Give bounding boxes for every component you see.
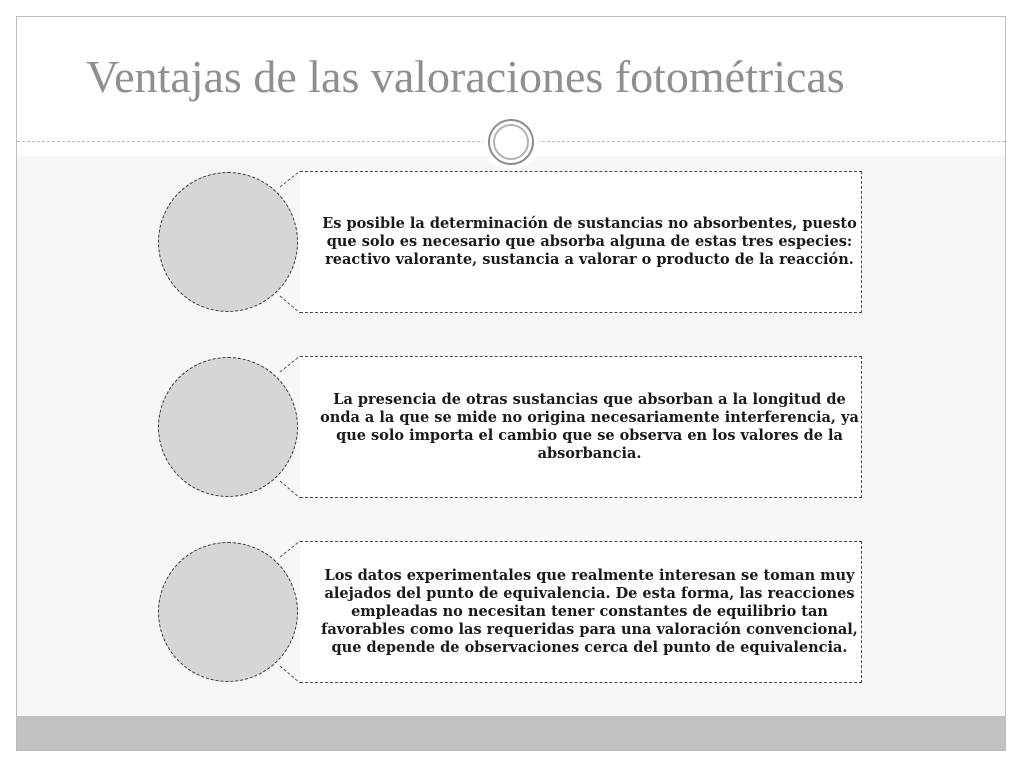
list-item-box-1 xyxy=(300,171,862,313)
connector-line-2-top xyxy=(280,356,300,372)
connector-line-1-bottom xyxy=(280,296,300,313)
bullet-circle-2 xyxy=(158,357,298,497)
list-item-box-2 xyxy=(300,356,862,498)
list-item-text-3: Los datos experimentales que realmente interesan se toman muy alejados del punto de equivalencia. De esta forma, las reacciones empleadas no necesitan tener constantes de equilibrio tan favorables como las requeridas para una valoración convencional, que depende de observaciones cerca del punto de equivalencia. xyxy=(321,567,858,656)
connector-line-2-bottom xyxy=(280,481,300,498)
connector-line-3-top xyxy=(280,541,300,557)
connector-line-3-bottom xyxy=(280,666,300,683)
list-item-text-1: Es posible la determinación de sustancias no absorbentes, puesto que solo es necesario que absorba alguna de estas tres especies: reactivo valorante, sustancia a valorar o producto de la reacción. xyxy=(322,215,857,268)
list-item-text-2: La presencia de otras sustancias que absorban a la longitud de onda a la que se mide no origina necesariamente interferencia, ya que solo importa el cambio que se observa en los valores de la absorbancia. xyxy=(320,391,859,462)
bullet-circle-3 xyxy=(158,542,298,682)
bullet-circle-1 xyxy=(158,172,298,312)
slide-title: Ventajas de las valoraciones fotométricas xyxy=(86,51,845,102)
connector-line-1-top xyxy=(280,171,300,187)
list-item-box-3 xyxy=(300,541,862,683)
